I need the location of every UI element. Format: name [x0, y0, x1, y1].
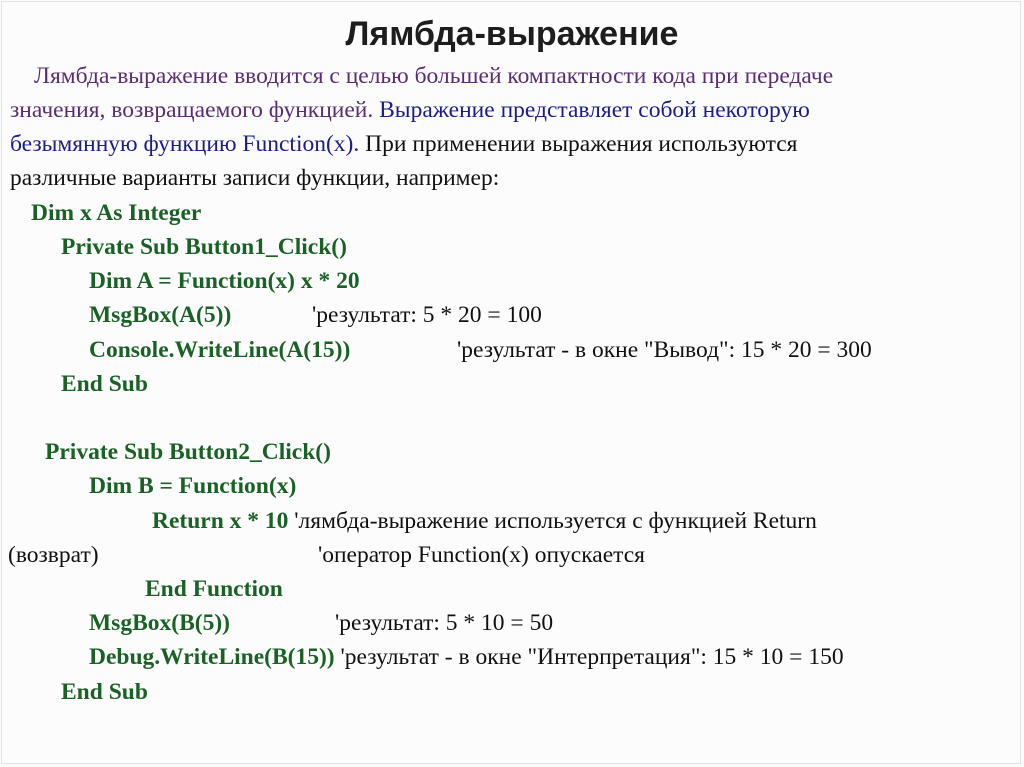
comment-return-cont-a: (возврат) — [8, 542, 99, 568]
intro-line-3 — [10, 129, 797, 159]
intro-line-2-part-b: Выражение представляет собой некоторую — [373, 97, 810, 123]
code-line-sub2: Private Sub Button2_Click() — [45, 439, 331, 465]
code-line-end-sub-2: End Sub — [61, 679, 148, 705]
slide-title: Лямбда-выражение — [345, 15, 679, 53]
intro-line-3-part-b: При применении выражения используются — [359, 131, 798, 157]
code-line-msgbox-a: MsgBox(A(5)) — [89, 302, 232, 328]
code-line-dim-b: Dim B = Function(x) — [89, 473, 297, 499]
code-return-statement: Return x * 10 — [152, 508, 289, 534]
intro-line-3-part-a: безымянную функцию Function(x). — [10, 131, 360, 157]
code-debug-writeline: Debug.WriteLine(B(15)) — [89, 644, 335, 670]
intro-line-2 — [10, 95, 810, 125]
comment-msgbox-b: 'результат: 5 * 10 = 50 — [335, 610, 554, 636]
code-line-end-sub-1: End Sub — [61, 371, 148, 397]
code-line-end-function: End Function — [145, 576, 283, 602]
code-line-dim-x: Dim x As Integer — [31, 200, 202, 226]
comment-return: 'лямбда-выражение используется с функцией Return — [288, 508, 817, 534]
code-line-sub1: Private Sub Button1_Click() — [61, 234, 347, 260]
code-line-debug-writeline — [89, 642, 844, 672]
code-line-msgbox-b: MsgBox(B(5)) — [89, 610, 230, 636]
intro-line-1: Лямбда-выражение вводится с целью большей компактности кода при передаче — [34, 63, 834, 89]
code-line-console-writeline: Console.WriteLine(A(15)) — [89, 337, 351, 363]
comment-debug-writeline: 'результат - в окне "Интерпретация": 15 * 10 = 150 — [334, 644, 844, 670]
comment-msgbox-a: 'результат: 5 * 20 = 100 — [312, 302, 542, 328]
code-line-return — [152, 506, 817, 536]
code-line-dim-a: Dim A = Function(x) x * 20 — [89, 268, 360, 294]
intro-line-2-part-a: значения, возвращаемого функцией. — [10, 97, 374, 123]
comment-return-cont-b: 'оператор Function(x) опускается — [318, 542, 645, 568]
comment-console-writeline: 'результат - в окне "Вывод": 15 * 20 = 300 — [457, 337, 872, 363]
intro-line-4: различные варианты записи функции, например: — [10, 165, 500, 191]
